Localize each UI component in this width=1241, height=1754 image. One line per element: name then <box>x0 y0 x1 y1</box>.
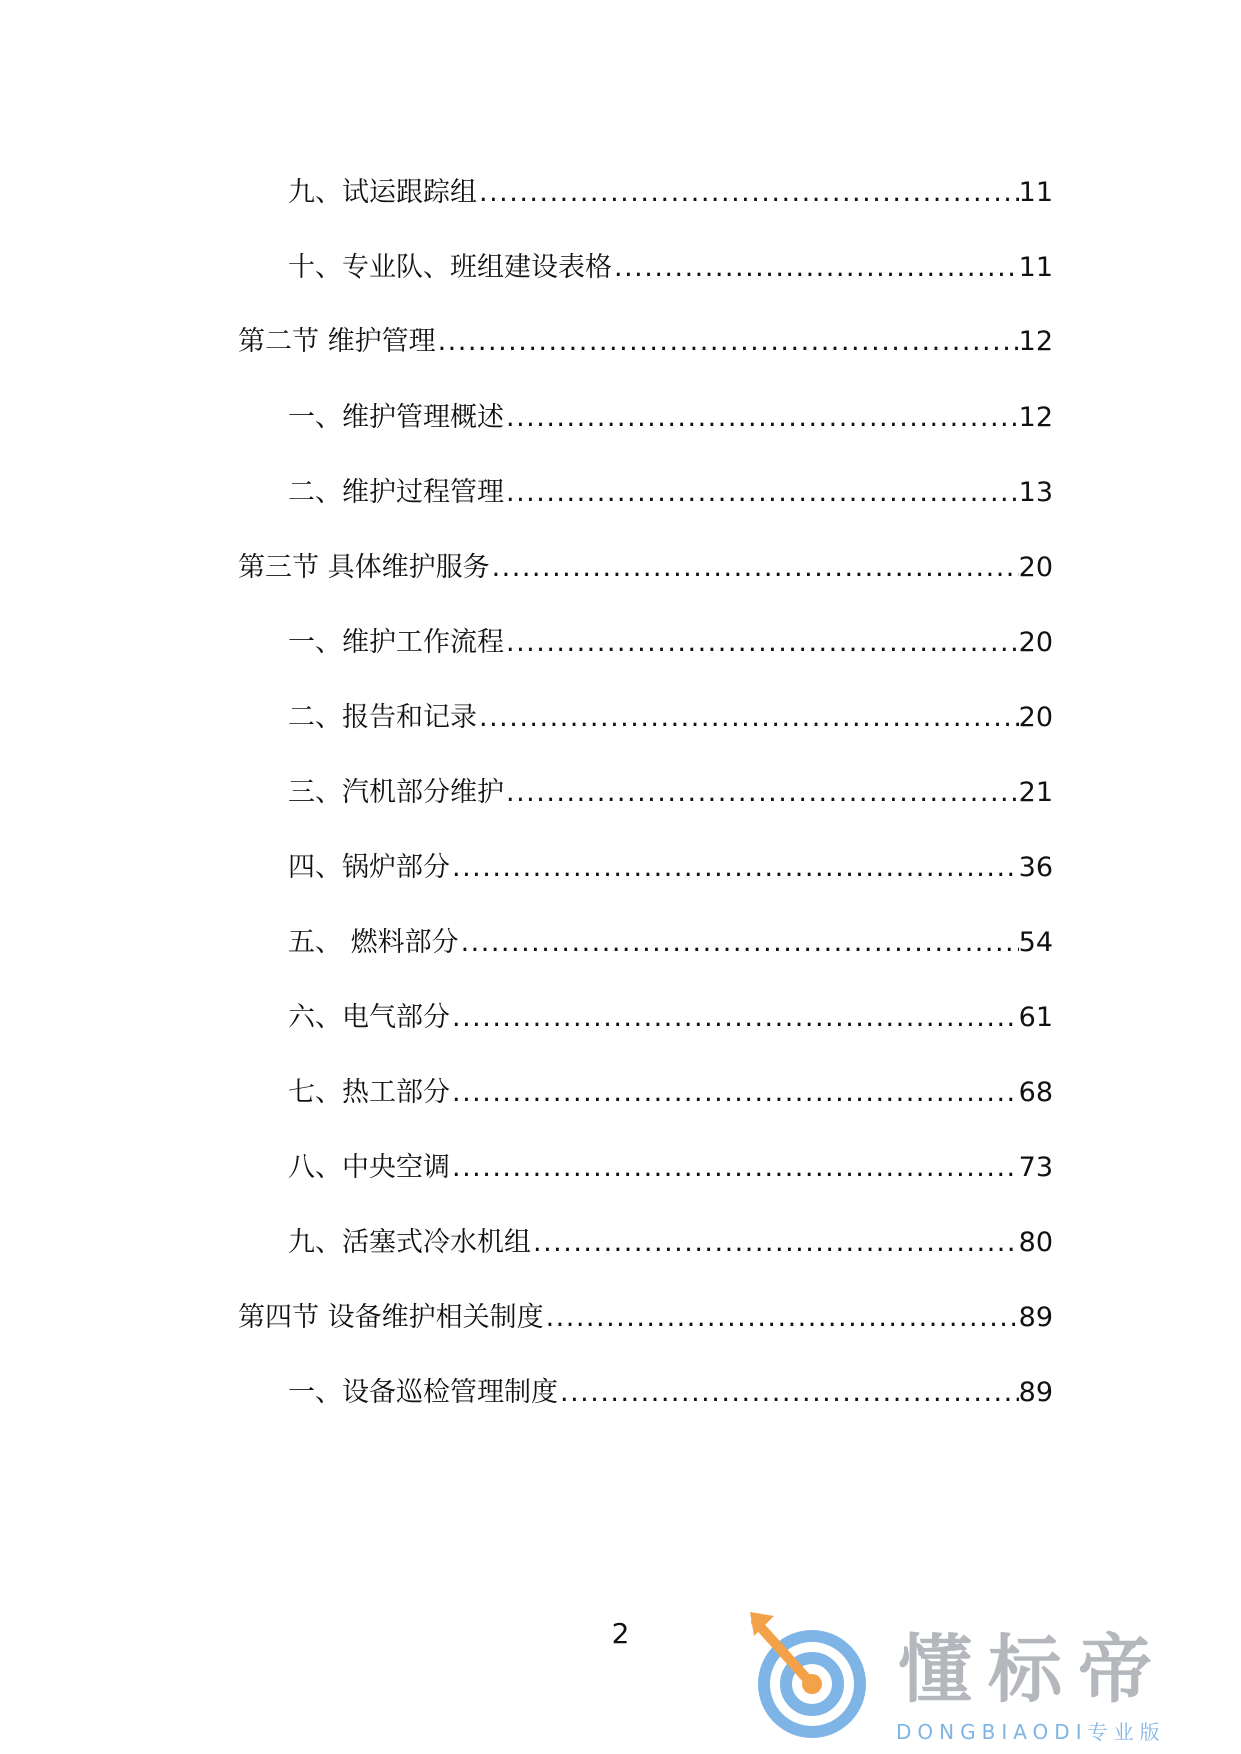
toc-dot-leader <box>558 1373 1019 1413</box>
toc-entry-label: 六、电气部分 <box>288 1002 450 1033</box>
toc-entry[interactable] <box>288 623 1053 663</box>
toc-dot-leader <box>504 473 1019 513</box>
toc-entry[interactable] <box>288 998 1053 1038</box>
toc-dot-leader <box>490 548 1019 588</box>
toc-entry[interactable] <box>288 1073 1053 1113</box>
page-number: 2 <box>611 1617 630 1650</box>
toc-entry[interactable] <box>288 848 1053 888</box>
toc-dot-leader <box>450 848 1019 888</box>
toc-entry-label: 五、 燃料部分 <box>288 927 459 958</box>
toc-section-entry[interactable] <box>238 1298 1053 1338</box>
toc-entry-page: 20 <box>1018 702 1053 733</box>
toc-entry-label: 第三节 具体维护服务 <box>238 552 490 583</box>
toc-entry-label: 十、专业队、班组建设表格 <box>288 252 612 283</box>
toc-entry-page: 21 <box>1018 777 1053 808</box>
toc-entry-label: 一、维护管理概述 <box>288 402 504 433</box>
toc-entry-label: 二、维护过程管理 <box>288 477 504 508</box>
toc-entry-label: 八、中央空调 <box>288 1152 450 1183</box>
toc-entry-label: 第二节 维护管理 <box>238 326 436 357</box>
toc-entry-page: 12 <box>1018 326 1053 357</box>
toc-dot-leader <box>450 1148 1019 1188</box>
toc-section-entry[interactable] <box>238 548 1053 588</box>
toc-dot-leader <box>459 923 1019 963</box>
toc-entry-label: 九、试运跟踪组 <box>288 177 477 208</box>
toc-entry-page: 20 <box>1018 552 1053 583</box>
toc-entry[interactable] <box>288 1223 1053 1263</box>
toc-entry-label: 二、报告和记录 <box>288 702 477 733</box>
toc-entry-label: 第四节 设备维护相关制度 <box>238 1302 544 1333</box>
toc-dot-leader <box>531 1223 1019 1263</box>
toc-entry-label: 三、汽机部分维护 <box>288 777 504 808</box>
toc-entry[interactable] <box>288 473 1053 513</box>
watermark-subtitle: DONGBIAODI专业版 <box>896 1720 1166 1744</box>
toc-entry[interactable] <box>288 398 1053 438</box>
watermark <box>740 1610 1220 1750</box>
toc-entry[interactable] <box>288 173 1053 213</box>
toc-entry[interactable] <box>288 1148 1053 1188</box>
toc-entry-page: 54 <box>1018 927 1053 958</box>
toc-section-entry[interactable] <box>238 322 1053 362</box>
toc-entry[interactable] <box>288 1373 1053 1413</box>
toc-dot-leader <box>504 623 1019 663</box>
toc-entry-page: 89 <box>1018 1302 1053 1333</box>
toc-entry-label: 一、维护工作流程 <box>288 627 504 658</box>
toc-entry[interactable] <box>288 248 1053 288</box>
toc-dot-leader <box>477 698 1019 738</box>
toc-dot-leader <box>477 173 1019 213</box>
toc-dot-leader <box>504 773 1019 813</box>
toc-entry-page: 12 <box>1018 402 1053 433</box>
toc-dot-leader <box>612 248 1019 288</box>
toc-entry-label: 九、活塞式冷水机组 <box>288 1227 531 1258</box>
toc-entry-page: 36 <box>1018 852 1053 883</box>
toc-dot-leader <box>436 322 1019 362</box>
toc-entry-page: 20 <box>1018 627 1053 658</box>
toc-entry[interactable] <box>288 923 1053 963</box>
target-arrow-icon <box>748 1612 868 1742</box>
watermark-title: 懂标帝 <box>898 1627 1168 1713</box>
toc-entry-page: 89 <box>1018 1377 1053 1408</box>
toc-entry[interactable] <box>288 698 1053 738</box>
toc-dot-leader <box>450 1073 1019 1113</box>
toc-dot-leader <box>450 998 1019 1038</box>
toc-dot-leader <box>504 398 1019 438</box>
toc-entry[interactable] <box>288 773 1053 813</box>
toc-entry-label: 一、设备巡检管理制度 <box>288 1377 558 1408</box>
toc-entry-label: 七、热工部分 <box>288 1077 450 1108</box>
toc-entry-page: 11 <box>1018 177 1053 208</box>
toc-dot-leader <box>544 1298 1019 1338</box>
toc-entry-page: 73 <box>1018 1152 1053 1183</box>
toc-entry-page: 13 <box>1018 477 1053 508</box>
toc-entry-page: 11 <box>1018 252 1053 283</box>
toc-entry-page: 68 <box>1018 1077 1053 1108</box>
toc-entry-page: 80 <box>1018 1227 1053 1258</box>
toc-entry-page: 61 <box>1018 1002 1053 1033</box>
toc-entry-label: 四、锅炉部分 <box>288 852 450 883</box>
